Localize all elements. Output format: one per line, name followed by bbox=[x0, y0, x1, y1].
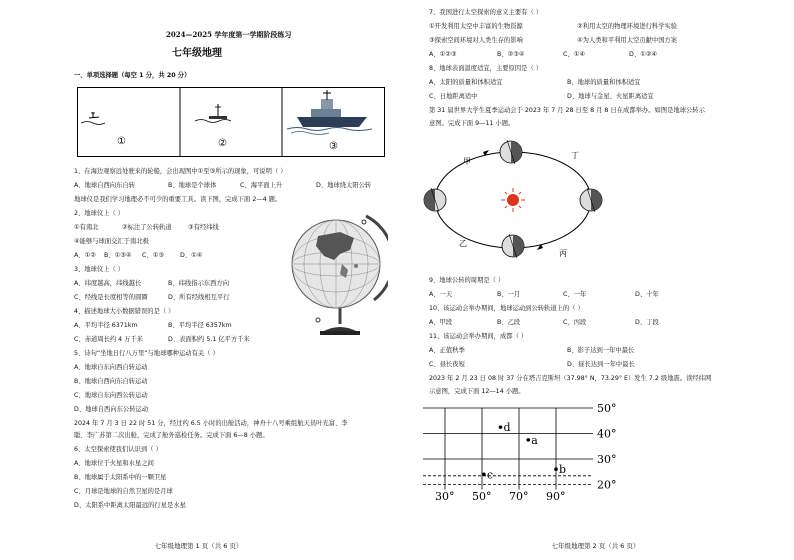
latitude-label: 20° bbox=[597, 478, 617, 492]
grid-point-label-a: a bbox=[531, 433, 538, 447]
q2-option-c[interactable]: C、①③ bbox=[142, 252, 164, 259]
grid-point-label-d: d bbox=[503, 421, 511, 435]
intro-orbit-line1: 第 31 届世界大学生夏季运动会于 2023 年 7 月 28 日至 8 月 8 日在成都举办。如图是地球公转示 bbox=[429, 107, 705, 114]
latitude-label: 30° bbox=[597, 453, 617, 466]
section-heading: 一、单项选择题（每空 1 分，共 20 分） bbox=[74, 72, 191, 79]
grid-points bbox=[482, 421, 566, 481]
q5-option-a[interactable]: A、地球自东向西自转运动 bbox=[74, 364, 148, 371]
grid-point-a bbox=[526, 438, 530, 442]
q9-option-d[interactable]: D、十年 bbox=[635, 291, 659, 298]
page-title: 七年级地理 bbox=[172, 48, 222, 59]
earth-position-top bbox=[500, 140, 522, 164]
q4-option-a[interactable]: A、平均半径 6371km bbox=[74, 322, 138, 329]
intro-space-line1: 2024 年 7 月 3 日 22 时 51 分，经过约 6.5 小时的出舱活动，神舟十八号乘组航天员叶光富、李 bbox=[74, 420, 348, 427]
q3-option-a[interactable]: A、纬度越高，纬线越长 bbox=[74, 280, 142, 287]
q3-option-c[interactable]: C、经线是长度相等的圆圈 bbox=[74, 294, 148, 301]
latlong-grid-figure bbox=[423, 398, 643, 504]
grid-point-label-c: c bbox=[486, 468, 494, 482]
question-5: 5、诗句“坐地日行八万里”与地球哪种运动有关（ ） bbox=[74, 350, 219, 357]
q6-option-c[interactable]: C、月球是地球的自然卫星的是月球 bbox=[74, 488, 173, 495]
sun-icon bbox=[501, 188, 525, 212]
intro-globe: 地球仪是我们学习地理必不可少的重要工具。读下图，完成下面 2—4 题。 bbox=[74, 196, 282, 203]
q10-option-d[interactable]: D、丁段 bbox=[635, 319, 659, 326]
q2-item-4: ④能够与球面交汇于南北极 bbox=[74, 238, 149, 245]
earth-position-bottom bbox=[502, 234, 524, 258]
longitude-label: 70° bbox=[509, 490, 529, 503]
q2-option-b[interactable]: B、①③④ bbox=[104, 252, 132, 259]
q7-option-b[interactable]: B、②③④ bbox=[497, 51, 525, 58]
q2-item-3: ③有经纬线 bbox=[188, 224, 219, 231]
panel-label-1: ① bbox=[117, 136, 126, 147]
question-9: 9、地球公转的周期是（ ） bbox=[429, 277, 505, 284]
question-3: 3、地球仪上（ ） bbox=[74, 266, 125, 273]
orbit-figure bbox=[423, 134, 603, 262]
globe-figure bbox=[288, 208, 388, 340]
q9-option-b[interactable]: B、一月 bbox=[497, 291, 521, 298]
q2-item-2: ②标注了公转轨道 bbox=[122, 224, 172, 231]
longitude-label: 50° bbox=[472, 490, 492, 503]
latitude-label: 50° bbox=[597, 402, 617, 415]
q7-item-1: ①开发利用太空中丰富的生物资源 bbox=[429, 23, 523, 30]
q11-option-c[interactable]: C、昼长夜短 bbox=[429, 361, 465, 368]
intro-quake-line2: 示意图，完成下面 12—14 小题。 bbox=[429, 388, 525, 395]
ship-figure bbox=[77, 87, 385, 157]
q1-option-d[interactable]: D、地球绕太阳公转 bbox=[316, 182, 372, 189]
grid-point-c bbox=[482, 473, 486, 477]
q8-option-a[interactable]: A、太阳的质量和体积适宜 bbox=[429, 79, 503, 86]
q9-option-c[interactable]: C、一年 bbox=[563, 291, 587, 298]
intro-orbit-line2: 意图。完成下面 9—11 小题。 bbox=[429, 120, 515, 127]
q3-option-d[interactable]: D、所有经线相互平行 bbox=[168, 294, 230, 301]
q1-option-a[interactable]: A、地球自西向东自转 bbox=[74, 182, 135, 189]
q11-option-d[interactable]: D、昼长达到一年中最长 bbox=[567, 361, 635, 368]
q10-option-c[interactable]: C、丙段 bbox=[563, 319, 587, 326]
question-2: 2、地球仪上（ ） bbox=[74, 210, 125, 217]
question-4: 4、描述地球大小数据错误的是（ ） bbox=[74, 308, 175, 315]
grid-point-d bbox=[499, 425, 503, 429]
q9-option-a[interactable]: A、一天 bbox=[429, 291, 453, 298]
q4-option-c[interactable]: C、赤道周长约 4 万千米 bbox=[74, 336, 144, 343]
q2-option-a[interactable]: A、①② bbox=[74, 252, 96, 259]
longitude-label: 90° bbox=[546, 490, 566, 503]
intro-quake-line1: 2023 年 2 月 23 日 08 时 37 分在塔吉克斯坦（37.98° N，73.29° E）发生 7.2 级地震。读经纬网 bbox=[429, 375, 712, 382]
q10-option-a[interactable]: A、甲段 bbox=[429, 319, 453, 326]
q11-option-a[interactable]: A、正值秋季 bbox=[429, 347, 465, 354]
q1-option-b[interactable]: B、地球是个球体 bbox=[168, 182, 217, 189]
q4-option-b[interactable]: B、平均半径 6357km bbox=[168, 322, 232, 329]
q6-option-b[interactable]: B、地球属于太阳系中的一颗卫星 bbox=[74, 474, 167, 481]
q7-item-3: ③探索空间环境对人类生存的影响 bbox=[429, 37, 523, 44]
q3-option-b[interactable]: B、纬线指示东西方向 bbox=[168, 280, 229, 287]
q2-option-d[interactable]: D、①④ bbox=[180, 252, 203, 259]
page-right bbox=[397, 0, 794, 560]
orbit-label-jia: 甲 bbox=[463, 157, 471, 166]
latitude-label: 40° bbox=[597, 427, 617, 441]
page-footer: 七年级地理第 2 页（共 6 页） bbox=[551, 542, 640, 550]
q5-option-b[interactable]: B、地球自西向东自转运动 bbox=[74, 378, 148, 385]
question-8: 8、地球表面温度适宜，主要原因是（ ） bbox=[429, 65, 543, 72]
q10-option-b[interactable]: B、乙段 bbox=[497, 319, 521, 326]
page-footer: 七年级地理第 1 页（共 6 页） bbox=[154, 542, 243, 550]
q11-option-b[interactable]: B、影子达到一年中最长 bbox=[567, 347, 635, 354]
orbit-label-bing: 丙 bbox=[559, 249, 567, 258]
question-7: 7、我国进行太空探索的意义主要有（ ） bbox=[429, 9, 543, 16]
earth-position-right bbox=[580, 188, 602, 212]
q8-option-d[interactable]: D、地球与金星、火星距离适宜 bbox=[567, 93, 654, 100]
question-10: 10、该运动会举办期间，地球运动到公转轨道上的（ ） bbox=[429, 305, 584, 312]
question-11: 11、该运动会举办期间，成都（ ） bbox=[429, 333, 528, 340]
grid-point-label-b: b bbox=[559, 463, 567, 477]
panel-label-3: ③ bbox=[329, 141, 338, 152]
q6-option-a[interactable]: A、地球位于火星和水星之间 bbox=[74, 460, 154, 467]
question-1: 1、在海边观察远处驶来的轮船，会出现图中①至③所示的现象，可说明（ ） bbox=[74, 168, 287, 175]
q6-option-d[interactable]: D、太阳系中距离太阳最远的行星是水星 bbox=[74, 502, 186, 509]
q2-item-1: ①有南北 bbox=[74, 224, 99, 231]
q8-option-c[interactable]: C、日地距离适中 bbox=[429, 93, 478, 100]
grid-labels bbox=[435, 402, 617, 503]
q7-option-c[interactable]: C、①④ bbox=[563, 51, 585, 58]
orbit-label-ding: 丁 bbox=[571, 151, 579, 160]
question-6: 6、太空探索使我们认识到（ ） bbox=[74, 446, 162, 453]
q1-option-c[interactable]: C、海平面上升 bbox=[240, 182, 283, 189]
q7-option-d[interactable]: D、①②④ bbox=[629, 51, 658, 58]
q4-option-d[interactable]: D、表面积约 5.1 亿平方千米 bbox=[168, 336, 250, 343]
longitude-label: 30° bbox=[435, 490, 455, 503]
grid-point-b bbox=[554, 467, 558, 471]
q5-option-d[interactable]: D、地球自西向东公转运动 bbox=[74, 406, 149, 413]
orbit-label-yi: 乙 bbox=[459, 239, 467, 248]
q7-item-2: ②利用太空的物理环境进行科学实验 bbox=[577, 23, 678, 30]
earth-position-left bbox=[424, 188, 446, 212]
q8-option-b[interactable]: B、地球的质量和体积适宜 bbox=[567, 79, 641, 86]
intro-space-line2: 聪、李广苏第二次出舱，完成了舱外巡检任务。完成下面 6—8 小题。 bbox=[74, 432, 269, 439]
panel-label-2: ② bbox=[218, 138, 227, 149]
q7-item-4: ④为人类和平利用太空贡献中国方案 bbox=[577, 37, 678, 44]
q7-option-a[interactable]: A、①②③ bbox=[429, 51, 457, 58]
q5-option-c[interactable]: C、地球自东向西公转运动 bbox=[74, 392, 148, 399]
exam-header: 2024—2025 学年度第一学期阶段练习 bbox=[166, 30, 292, 39]
